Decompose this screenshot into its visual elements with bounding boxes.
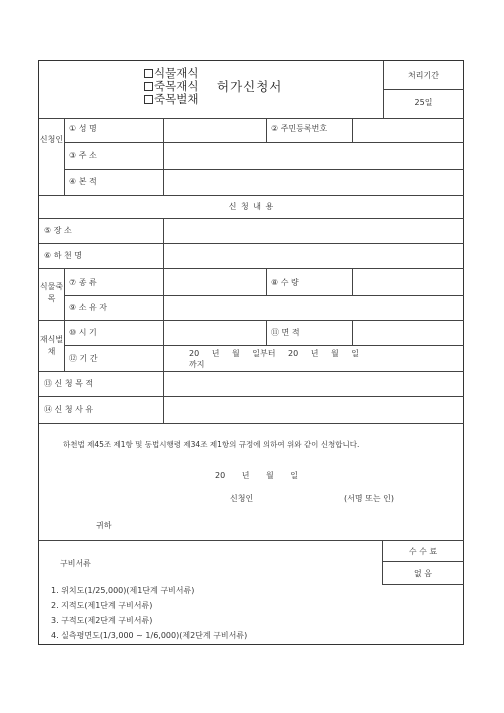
processing-period-value: 25일 <box>414 98 433 107</box>
title-suffix: 허가신청서 <box>217 79 283 94</box>
title-option-bamboo-planting: 죽목재식 <box>144 80 198 93</box>
checkbox-felling[interactable] <box>144 95 153 104</box>
signature-note: (서명 또는 인) <box>344 494 394 503</box>
title-option-felling: 죽목벌채 <box>144 93 198 106</box>
checkbox-bamboo-planting[interactable] <box>144 82 153 91</box>
address-label: ③ 주 소 <box>69 151 97 160</box>
purpose-field[interactable] <box>164 372 464 396</box>
reason-label: ⑭ 신 청 사 유 <box>44 405 94 414</box>
rule <box>382 561 464 562</box>
fee-value: 없 음 <box>414 569 432 578</box>
declaration-text: 하천법 제45조 제1항 및 동법시행령 제34조 제1항의 규정에 의하여 위와 같이 신청합니다. <box>63 440 360 449</box>
application-date: 20 년 월 일 <box>215 471 298 480</box>
attachment-item-4: 4. 실측평면도(1/3,000 ~ 1/6,000)(제2단계 구비서류) <box>51 631 248 640</box>
address-field[interactable] <box>164 143 464 169</box>
name-field[interactable] <box>164 119 266 142</box>
rule <box>39 540 464 541</box>
time-label: ⑩ 시 기 <box>69 328 97 337</box>
application-form <box>38 60 464 645</box>
resident-id-label: ② 주민등록번호 <box>271 124 328 133</box>
quantity-label: ⑧ 수 량 <box>271 278 299 287</box>
domicile-label: ④ 본 적 <box>69 177 97 186</box>
processing-period-label: 처리기간 <box>408 71 439 80</box>
location-field[interactable] <box>164 219 464 243</box>
kind-field[interactable] <box>164 269 266 295</box>
attachment-item-1: 1. 위치도(1/25,000)(제1단계 구비서류) <box>51 586 195 595</box>
period-label: ⑫ 기 간 <box>69 354 98 363</box>
owner-label: ⑨ 소 유 자 <box>69 303 107 312</box>
area-field[interactable] <box>353 321 464 345</box>
rule <box>64 268 65 371</box>
rule <box>382 584 464 585</box>
form-title <box>144 67 294 113</box>
fee-label: 수 수 료 <box>408 547 438 556</box>
request-section-header: 신 청 내 용 <box>228 202 275 211</box>
header-period-divider <box>383 89 464 90</box>
period-value-line2: 까지 <box>189 360 205 369</box>
owner-field[interactable] <box>164 296 464 320</box>
location-label: ⑤ 장 소 <box>44 226 72 235</box>
period-field[interactable] <box>164 346 464 371</box>
kind-label: ⑦ 종 류 <box>69 278 97 287</box>
applicant-signature-field[interactable] <box>261 489 341 505</box>
planting-group-label: 식물죽목 <box>39 282 64 303</box>
resident-id-field[interactable] <box>353 119 464 142</box>
river-name-label: ⑥ 하 천 명 <box>44 251 82 260</box>
title-option-planting: 식물재식 <box>144 67 198 80</box>
name-label: ① 성 명 <box>69 124 97 133</box>
attachments-title: 구비서류 <box>60 559 91 568</box>
rule <box>39 423 464 424</box>
addressee: 귀하 <box>96 521 112 530</box>
time-field[interactable] <box>164 321 266 345</box>
rule <box>266 268 267 295</box>
river-name-field[interactable] <box>164 244 464 268</box>
felling-group-label: 재식벌채 <box>39 335 64 356</box>
period-value-line1: 20 년 월 일부터 20 년 월 일 <box>189 349 359 358</box>
rule <box>266 118 267 142</box>
applicant-group-label: 신청인 <box>39 135 64 144</box>
rule <box>64 118 65 195</box>
purpose-label: ⑬ 신 청 목 적 <box>44 379 94 388</box>
rule <box>39 195 464 196</box>
quantity-field[interactable] <box>353 269 464 295</box>
domicile-field[interactable] <box>164 170 464 195</box>
attachment-item-3: 3. 구적도(제2단계 구비서류) <box>51 616 153 625</box>
attachment-item-2: 2. 지적도(제1단계 구비서류) <box>51 601 153 610</box>
rule <box>266 320 267 345</box>
applicant-signature-label: 신청인 <box>230 494 254 503</box>
checkbox-planting[interactable] <box>144 69 153 78</box>
area-label: ⑪ 면 적 <box>271 328 300 337</box>
reason-field[interactable] <box>164 397 464 423</box>
